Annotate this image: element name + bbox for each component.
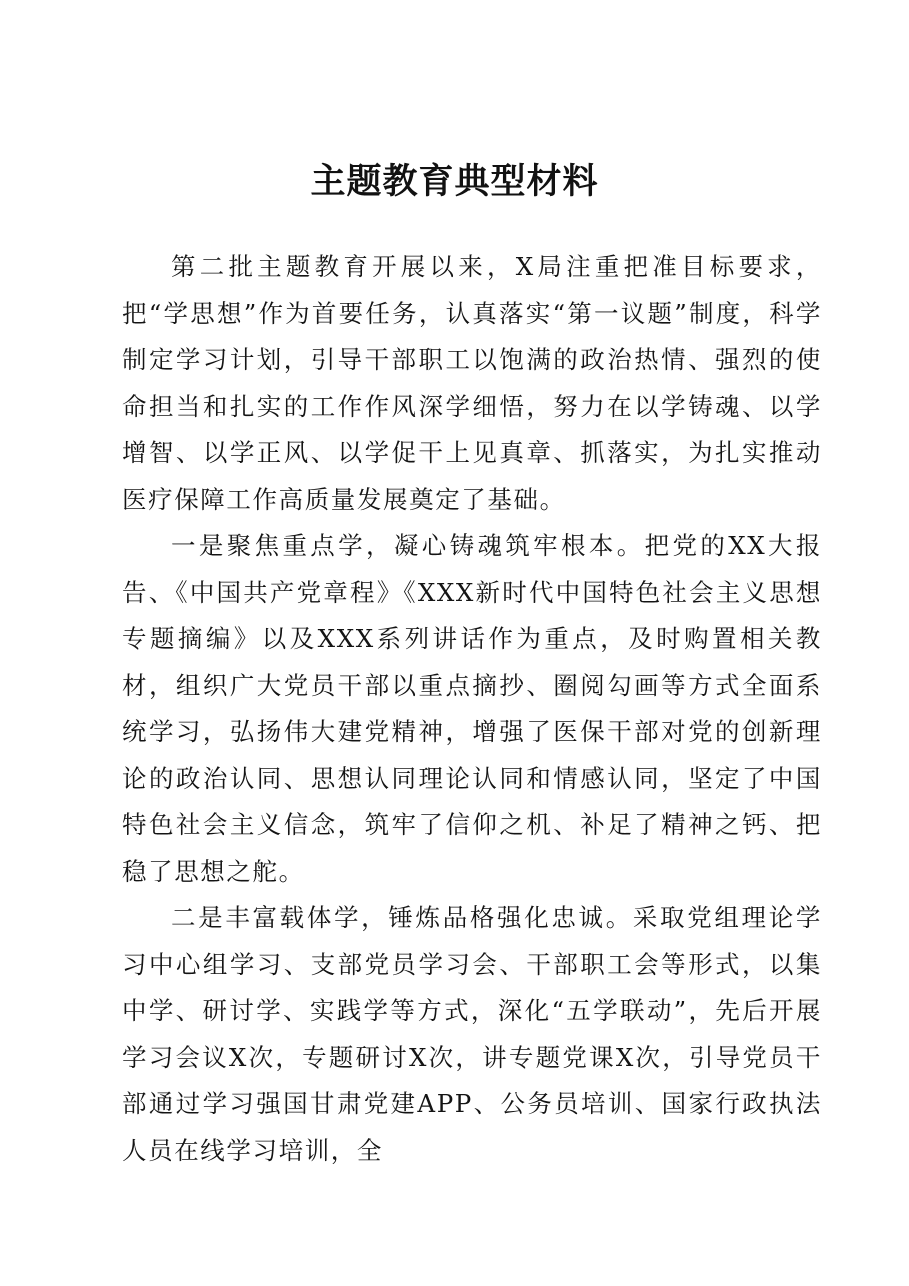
document-body (122, 244, 822, 1174)
paragraph-point-one: 一是聚焦重点学，凝心铸魂筑牢根本。把党的XX大报告、《中国共产党章程》《XXX新时代中国特色社会主义思想专题摘编》以及XXX系列讲话作为重点，及时购置相关教材，组织广大党员干部以重点摘抄、圈阅勾画等方式全面系统学习，弘扬伟大建党精神，增强了医保干部对党的创新理论的政治认同、思想认同理论认同和情感认同，坚定了中国特色社会主义信念，筑牢了信仰之机、补足了精神之钙、把稳了思想之舵。 (122, 531, 822, 886)
paragraph-point-two: 二是丰富载体学，锤炼品格强化忠诚。采取党组理论学习中心组学习、支部党员学习会、干部职工会等形式，以集中学、研讨学、实践学等方式，深化“五学联动”，先后开展学习会议X次，专题研讨X次，讲专题党课X次，引导党员干部通过学习强国甘肃党建APP、公务员培训、国家行政执法人员在线学习培训，全 (122, 903, 822, 1165)
paragraph-intro: 第二批主题教育开展以来，X局注重把准目标要求，把“学思想”作为首要任务，认真落实“第一议题”制度，科学制定学习计划，引导干部职工以饱满的政治热情、强烈的使命担当和扎实的工作作风深学细悟，努力在以学铸魂、以学增智、以学正风、以学促干上见真章、抓落实，为扎实推动医疗保障工作高质量发展奠定了基础。 (122, 252, 822, 514)
document-title: 主题教育典型材料 (310, 161, 599, 202)
